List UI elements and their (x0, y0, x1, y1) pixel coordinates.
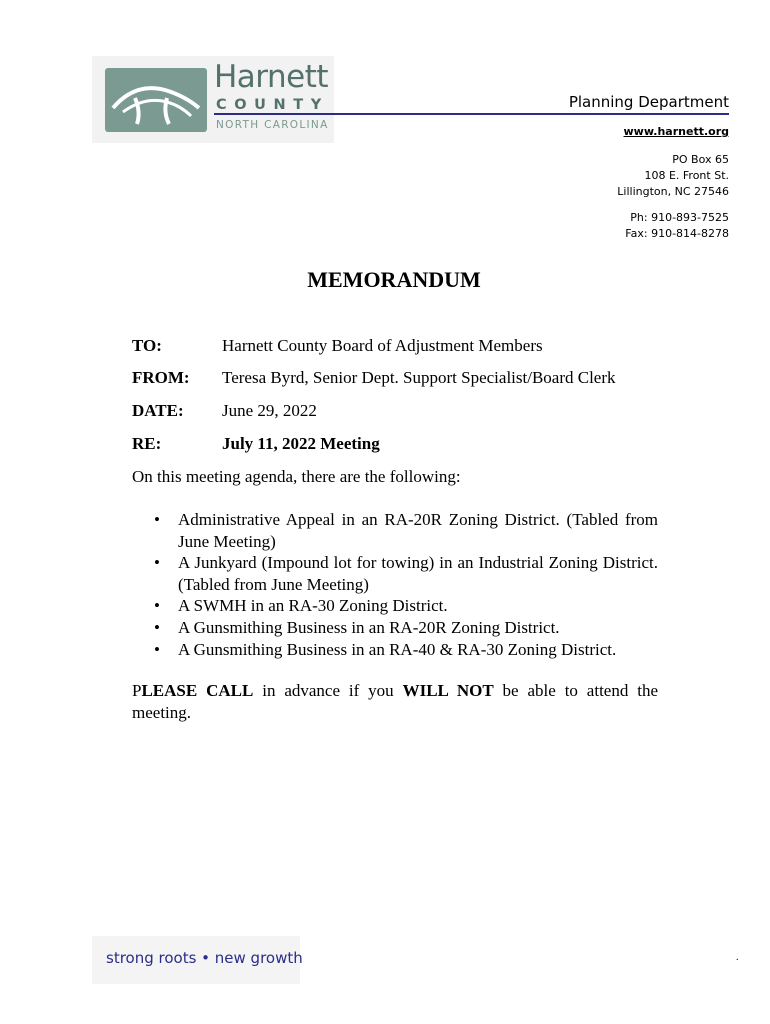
re-value: July 11, 2022 Meeting (222, 434, 380, 453)
to-value: Harnett County Board of Adjustment Members (222, 336, 543, 355)
list-item (132, 509, 658, 552)
list-item-text: A Gunsmithing Business in an RA-20R Zoning District. (178, 617, 560, 637)
logo-state: NORTH CAROLINA (216, 119, 329, 131)
list-item (132, 552, 658, 595)
to-label: TO: (132, 336, 162, 355)
address-line: 108 E. Front St. (644, 169, 729, 182)
fax-number: Fax: 910-814-8278 (625, 227, 729, 240)
note-text: in advance if you (253, 681, 403, 700)
list-item (132, 617, 658, 639)
bullet-icon: • (154, 639, 160, 659)
re-label: RE: (132, 434, 162, 453)
bullet-icon: • (154, 617, 160, 637)
bullet-icon: • (154, 553, 160, 573)
list-item (132, 595, 658, 617)
header-divider (214, 113, 729, 115)
list-item-text: A SWMH in an RA-30 Zoning District. (178, 596, 448, 616)
note-emphasis: LEASE CALL (141, 681, 254, 700)
note-text: P (132, 681, 142, 700)
note-emphasis: WILL NOT (402, 681, 494, 700)
bullet-icon: • (154, 510, 160, 529)
list-item (132, 639, 658, 661)
list-item-text: A Gunsmithing Business in an RA-40 & RA-30 Zoning District. (178, 639, 617, 659)
date-label: DATE: (132, 401, 184, 420)
address-line: Lillington, NC 27546 (617, 185, 729, 198)
address-line: PO Box 65 (672, 153, 729, 166)
agenda-intro: On this meeting agenda, there are the following: (132, 467, 461, 486)
from-label: FROM: (132, 368, 190, 387)
memo-title: MEMORANDUM (307, 267, 481, 292)
attendance-note (132, 680, 658, 724)
tree-roots-icon (105, 68, 207, 132)
list-item-text: Administrative Appeal in an RA-20R Zoning District. (Tabled from June Meeting) (178, 510, 658, 551)
footer-tagline: strong roots • new growth (106, 949, 303, 967)
date-value: June 29, 2022 (222, 401, 317, 420)
department-name: Planning Department (568, 93, 729, 111)
bullet-icon: • (154, 596, 160, 616)
logo-name: Harnett (214, 59, 329, 95)
agenda-list (132, 509, 658, 660)
website-link[interactable]: www.harnett.org (623, 125, 729, 138)
note-text: be able to attend the meeting. (132, 681, 659, 722)
list-item-text: A Junkyard (Impound lot for towing) in an Industrial Zoning District. (Tabled from June Meeting) (178, 553, 658, 594)
county-logo-mark (105, 68, 207, 132)
from-value: Teresa Byrd, Senior Dept. Support Specialist/Board Clerk (222, 368, 616, 387)
phone-number: Ph: 910-893-7525 (630, 211, 729, 224)
logo-county: COUNTY (216, 97, 329, 113)
contact-block (617, 152, 729, 242)
page-mark: . (736, 952, 739, 963)
